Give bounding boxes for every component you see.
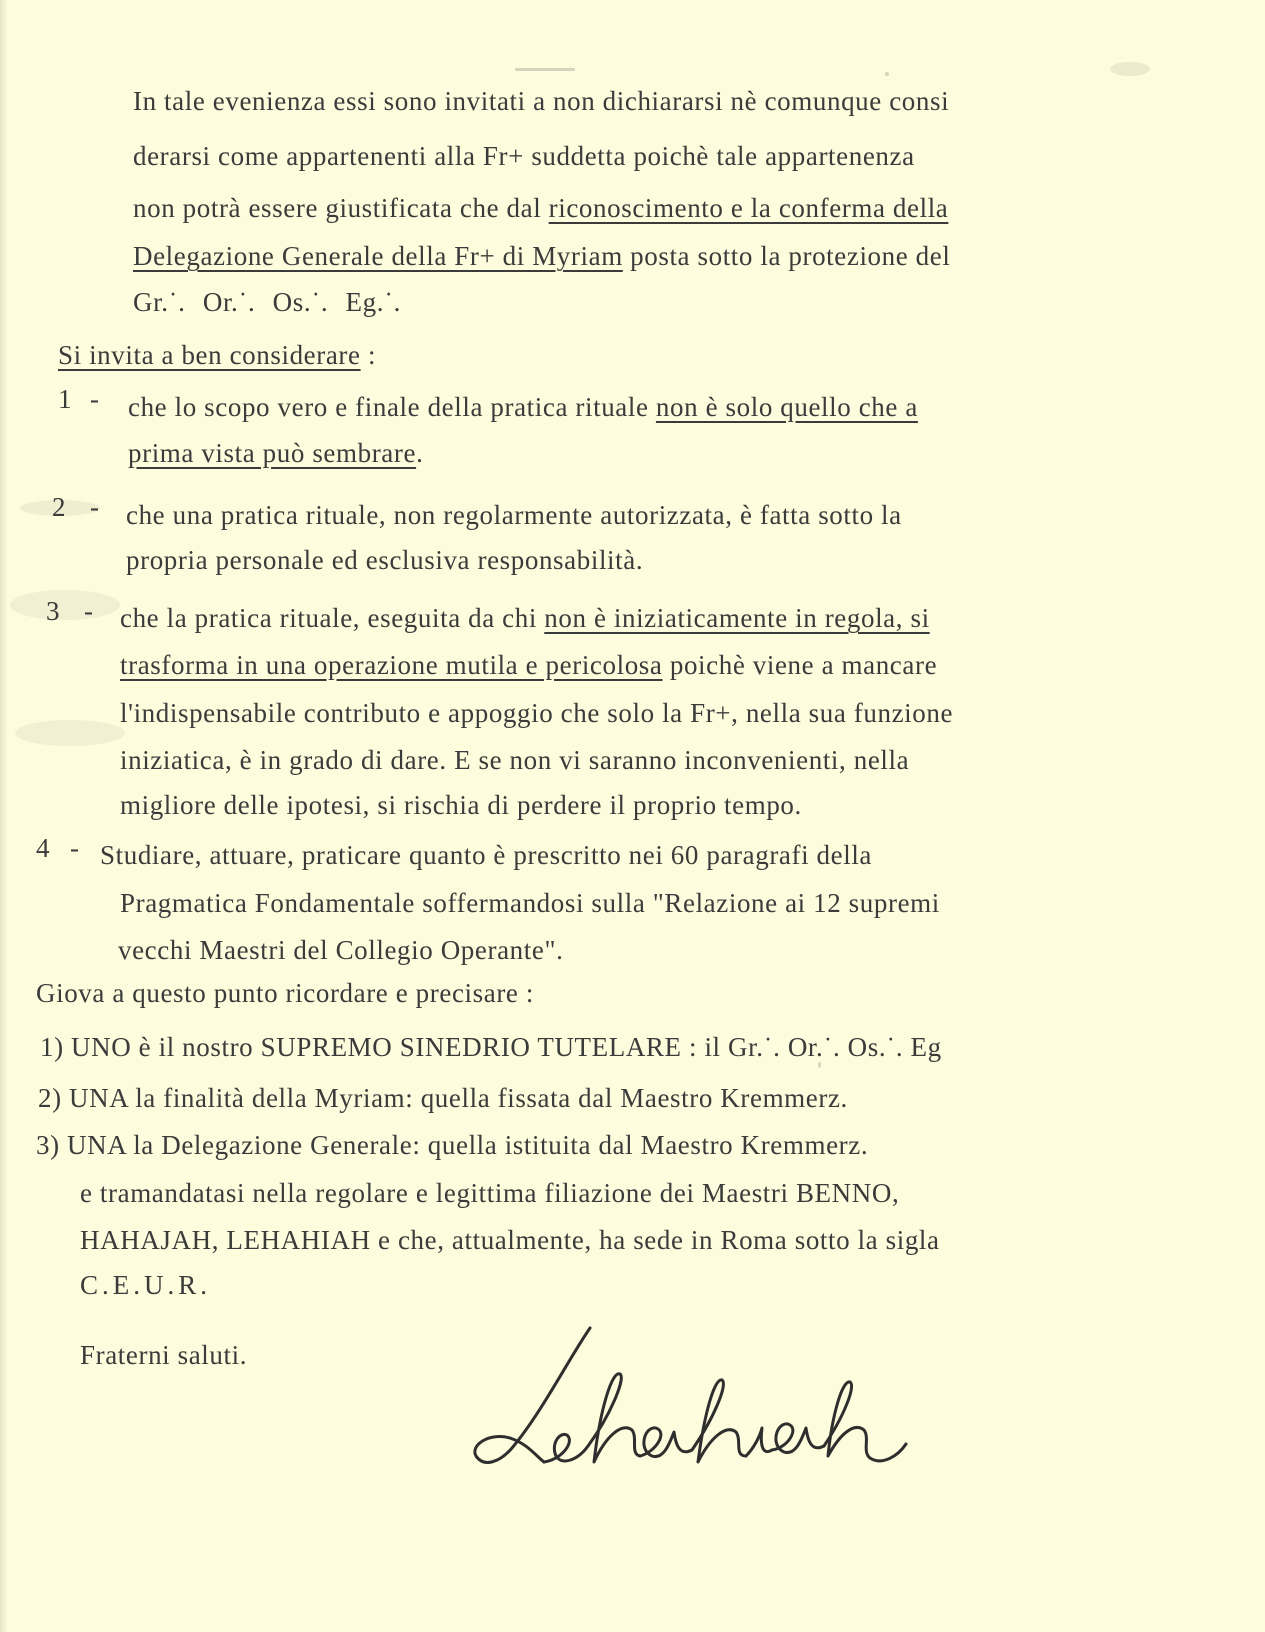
paragraph-line [133,193,948,223]
paragraph-line: Gr.˙. Or.˙. Os.˙. Eg.˙. [133,287,402,317]
item-dash: - [70,833,79,863]
item-dash: - [90,384,99,414]
smudge [818,1062,821,1068]
remember-line: Giova a questo punto ricordare e precisare : [36,978,534,1008]
item-line: Studiare, attuare, praticare quanto è prescritto nei 60 paragrafi della [100,840,873,870]
list-item-continuation: e tramandatasi nella regolare e legittima filiazione dei Maestri BENNO, [80,1178,900,1208]
item-number: 3 [46,596,60,626]
paragraph-line: derarsi come appartenenti alla Fr+ suddetta poichè tale appartenenza [133,141,915,171]
underlined-text: non è solo quello che a [655,392,918,422]
underlined-text: Delegazione Generale della Fr+ di Myriam [133,241,623,271]
list-item: 3) UNA la Delegazione Generale: quella istituita dal Maestro Kremmerz. [36,1130,869,1160]
smudge [885,72,889,76]
plain-text: . [416,438,424,468]
plain-text: poichè viene a mancare [662,650,938,680]
intro-colon: : [367,340,377,370]
intro-line [58,340,376,370]
underlined-text: trasforma in una operazione mutila e pericolosa [120,650,663,680]
item-line: che una pratica rituale, non regolarmente autorizzata, è fatta sotto la [126,500,902,530]
item-line: migliore delle ipotesi, si rischia di perdere il proprio tempo. [120,790,802,820]
item-line: vecchi Maestri del Collegio Operante". [118,935,564,965]
list-item-continuation: C.E.U.R. [80,1270,212,1300]
item-number: 4 [36,833,50,863]
underlined-text: prima vista può sembrare [128,438,417,468]
smudge [1110,62,1150,76]
underlined-text: riconoscimento e la conferma della [548,193,949,223]
page-edge-shadow [0,0,8,1632]
item-number: 2 [52,492,66,522]
item-dash: - [84,596,93,626]
paragraph-line: In tale evenienza essi sono invitati a non dichiararsi nè comunque consi [133,86,950,116]
underlined-text: non è iniziaticamente in regola, si [544,603,930,633]
handwritten-signature [470,1320,910,1480]
closing-line: Fraterni saluti. [80,1340,248,1370]
plain-text: non potrà essere giustificata che dal [133,193,549,223]
list-item: 2) UNA la finalità della Myriam: quella fissata dal Maestro Kremmerz. [38,1083,848,1113]
item-line: propria personale ed esclusiva responsabilità. [126,545,644,575]
smudge [10,590,120,620]
smudge [515,68,575,71]
item-line: Pragmatica Fondamentale soffermandosi sulla "Relazione ai 12 supremi [120,888,940,918]
list-item-continuation: HAHAJAH, LEHAHIAH e che, attualmente, ha sede in Roma sotto la sigla [80,1225,940,1255]
item-number: 1 [58,384,72,414]
item-line: l'indispensabile contributo e appoggio che solo la Fr+, nella sua funzione [120,698,954,728]
plain-text: che lo scopo vero e finale della pratica rituale [128,392,656,422]
item-line [128,392,918,422]
item-line: iniziatica, è in grado di dare. E se non vi saranno inconvenienti, nella [120,745,910,775]
smudge [15,720,125,746]
plain-text: posta sotto la protezione del [622,241,951,271]
paragraph-line [133,241,950,271]
list-item: 1) UNO è il nostro SUPREMO SINEDRIO TUTELARE : il Gr.˙. Or.˙. Os.˙. Eg [40,1032,942,1062]
item-dash: - [90,492,99,522]
item-line [120,603,930,633]
plain-text: che la pratica rituale, eseguita da chi [120,603,545,633]
underlined-text: Si invita a ben considerare [58,340,361,370]
item-line [128,438,423,468]
item-line [120,650,937,680]
